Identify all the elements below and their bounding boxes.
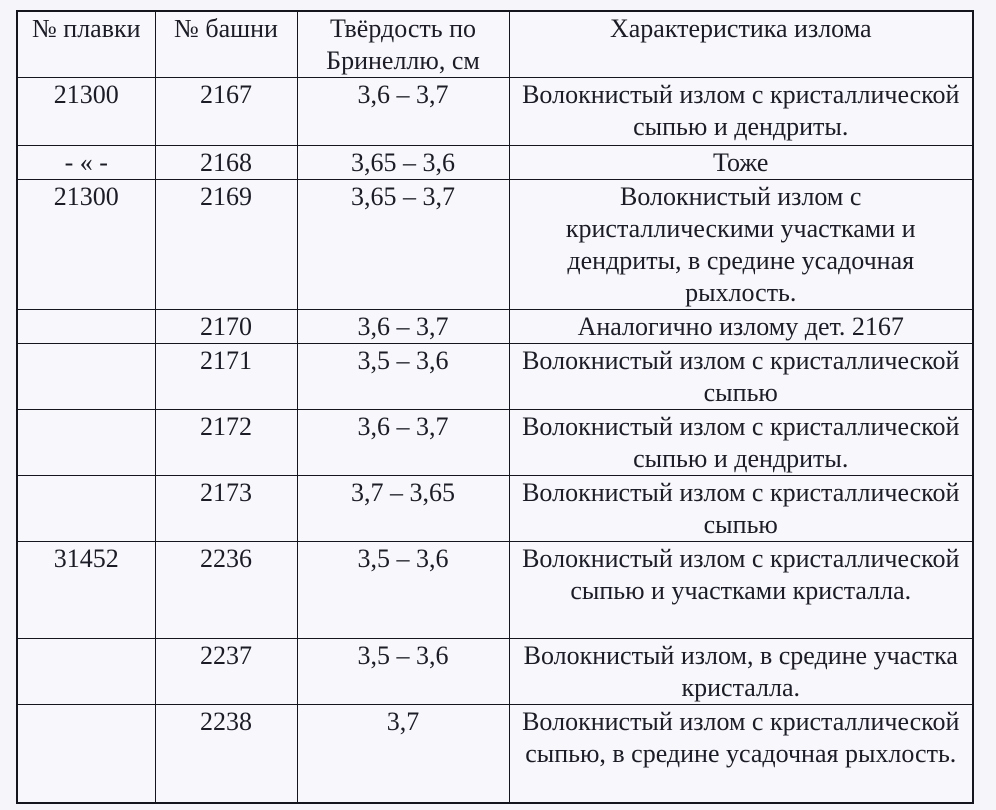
table-row <box>17 310 973 344</box>
cell-melt-number: - « - <box>17 146 155 180</box>
table-body <box>17 78 973 803</box>
column-header-tower-number: № башни <box>155 11 297 78</box>
cell-fracture: Волокнистый излом с кристаллической сыпью и участками кристалла. <box>509 542 973 639</box>
cell-tower-number: 2172 <box>155 410 297 476</box>
cell-hardness: 3,5 – 3,6 <box>297 344 509 410</box>
cell-melt-number <box>17 310 155 344</box>
cell-hardness: 3,65 – 3,6 <box>297 146 509 180</box>
cell-melt-number: 21300 <box>17 78 155 146</box>
cell-tower-number: 2238 <box>155 705 297 803</box>
column-header-fracture: Характеристика излома <box>509 11 973 78</box>
header-row <box>17 11 973 78</box>
cell-fracture: Волокнистый излом с кристаллической сыпью и дендриты. <box>509 410 973 476</box>
cell-melt-number: 31452 <box>17 542 155 639</box>
cell-melt-number <box>17 344 155 410</box>
table-row <box>17 705 973 803</box>
cell-tower-number: 2169 <box>155 180 297 310</box>
cell-melt-number <box>17 476 155 542</box>
cell-tower-number: 2173 <box>155 476 297 542</box>
cell-fracture: Тоже <box>509 146 973 180</box>
cell-fracture: Волокнистый излом с кристаллическими участками и дендриты, в средине усадочная рыхлость. <box>509 180 973 310</box>
column-header-melt-number: № плавки <box>17 11 155 78</box>
document-area <box>16 10 974 804</box>
melt-fracture-table <box>16 10 974 804</box>
cell-hardness: 3,6 – 3,7 <box>297 310 509 344</box>
table-row <box>17 146 973 180</box>
table-row <box>17 542 973 639</box>
cell-fracture: Волокнистый излом с кристаллической сыпью, в средине усадочная рыхлость. <box>509 705 973 803</box>
cell-hardness: 3,5 – 3,6 <box>297 542 509 639</box>
cell-hardness: 3,7 – 3,65 <box>297 476 509 542</box>
cell-melt-number <box>17 639 155 705</box>
cell-melt-number <box>17 705 155 803</box>
cell-fracture: Волокнистый излом с кристаллической сыпью и дендриты. <box>509 78 973 146</box>
table-row <box>17 410 973 476</box>
cell-fracture: Волокнистый излом с кристаллической сыпью <box>509 344 973 410</box>
cell-tower-number: 2171 <box>155 344 297 410</box>
cell-tower-number: 2170 <box>155 310 297 344</box>
cell-tower-number: 2236 <box>155 542 297 639</box>
table-row <box>17 78 973 146</box>
cell-tower-number: 2237 <box>155 639 297 705</box>
cell-hardness: 3,5 – 3,6 <box>297 639 509 705</box>
cell-tower-number: 2167 <box>155 78 297 146</box>
cell-fracture: Аналогично излому дет. 2167 <box>509 310 973 344</box>
cell-melt-number <box>17 410 155 476</box>
table-row <box>17 180 973 310</box>
cell-melt-number: 21300 <box>17 180 155 310</box>
cell-fracture: Волокнистый излом с кристаллической сыпью <box>509 476 973 542</box>
cell-hardness: 3,7 <box>297 705 509 803</box>
cell-fracture: Волокнистый излом, в средине участка кристалла. <box>509 639 973 705</box>
cell-hardness: 3,65 – 3,7 <box>297 180 509 310</box>
column-header-hardness: Твёрдость по Бринеллю, см <box>297 11 509 78</box>
table-row <box>17 344 973 410</box>
cell-hardness: 3,6 – 3,7 <box>297 410 509 476</box>
cell-tower-number: 2168 <box>155 146 297 180</box>
table-row <box>17 639 973 705</box>
cell-hardness: 3,6 – 3,7 <box>297 78 509 146</box>
table-row <box>17 476 973 542</box>
